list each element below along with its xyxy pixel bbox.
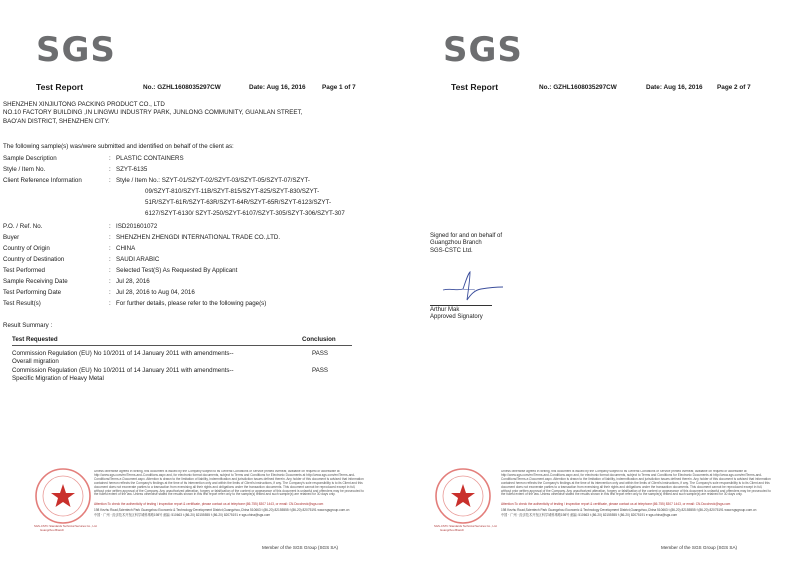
terms-fine-print: Unless otherwise agreed in writing, this document is issued by the Company subject to its General Conditions of Service printed overleaf, available on request or accessible at http://www.sgs.com/en/Terms-and-Conditions.aspx and, for electronic format documents, subject to Terms and Conditions for Electronic Documents at http://www.sgs.com/en/Terms-and-Conditions/Terms-e-Document.aspx. Attention is drawn to the limitation of liability, indemnification and jurisdiction issues defined therein. Any holder of this document is advised that information contained hereon reflects the Company's findings at the time of its intervention only and within the limits of Client's instructions, if any. The Company's sole responsibility is to its Client and this document does not exonerate parties to a transaction from exercising all their rights and obligations under the transaction documents. This document cannot be reproduced except in full, without prior written approval of the Company. Any unauthorized alteration, forgery or falsification of the content or appearance of this document is unlawful and offenders may be prosecuted to the fullest extent of the law. Unless otherwise stated the results shown in this test report refer only to the sample(s) tested and such sample(s) are retained for 30 days only.	[94, 470, 364, 497]
field-value: Style / Item No.: SZYT-01/SZYT-02/SZYT-03/SZYT-05/SZYT-07/SZYT-	[116, 177, 310, 184]
field-value: CHINA	[116, 245, 136, 252]
report-title: Test Report	[451, 82, 499, 92]
field-label: Client Reference Information	[3, 177, 82, 184]
field-separator: :	[109, 300, 111, 307]
result-row	[12, 350, 234, 366]
field-separator: :	[109, 289, 111, 296]
page-number: Page 2 of 7	[717, 84, 751, 91]
field-label: Country of Origin	[3, 245, 50, 252]
seal-caption: SGS-CSTC Standards Technical Services Co., Ltd.	[434, 524, 498, 528]
client-ref-continuation: 6127/SZYT-6130/ SZYT-250/SZYT-6107/SZYT-305/SZYT-306/SZYT-307	[145, 210, 345, 217]
field-label: Sample Description	[3, 155, 57, 162]
report-date: Date: Aug 16, 2016	[646, 84, 703, 91]
field-label: Test Result(s)	[3, 300, 41, 307]
field-separator: :	[109, 155, 111, 162]
result-test: Commission Regulation (EU) No 10/2011 of 14 January 2011 with amendments--	[12, 350, 234, 357]
field-value: For further details, please refer to the following page(s)	[116, 300, 267, 307]
field-value: ISD201601072	[116, 223, 158, 230]
signed-on-behalf: Signed for and on behalf of	[430, 233, 503, 239]
report-date: Date: Aug 16, 2016	[249, 84, 306, 91]
field-separator: :	[109, 166, 111, 173]
address-chinese: 中国 · 广州 · 经济技术开发区科学城科珠路198号 邮编: 510663 t (86-20) 82155555 f (86-20) 82075191 e sgs.china@sgs.com	[94, 513, 271, 517]
field-label: P.O. / Ref. No.	[3, 223, 43, 230]
result-conclusion: PASS	[312, 350, 329, 357]
field-label: Test Performing Date	[3, 289, 62, 296]
field-separator: :	[109, 234, 111, 241]
signatory-title: Approved Signatory	[430, 314, 483, 321]
client-ref-continuation: 51R/SZYT-61R/SZYT-63R/SZYT-64R/SZYT-65R/SZYT-6123/SZYT-	[145, 199, 332, 206]
authenticity-note: Attention:To check the authenticity of testing / inspection report & certificate, please contact us at telephone:(86-755) 8307 1443, or email: CN.Doccheck@sgs.com	[94, 502, 324, 506]
result-test: Commission Regulation (EU) No 10/2011 of 14 January 2011 with amendments--	[12, 367, 234, 374]
terms-fine-print: Unless otherwise agreed in writing, this document is issued by the Company subject to its General Conditions of Service printed overleaf, available on request or accessible at http://www.sgs.com/en/Terms-and-Conditions.aspx and, for electronic format documents, subject to Terms and Conditions for Electronic Documents at http://www.sgs.com/en/Terms-and-Conditions/Terms-e-Document.aspx. Attention is drawn to the limitation of liability, indemnification and jurisdiction issues defined therein. Any holder of this document is advised that information contained hereon reflects the Company's findings at the time of its intervention only and within the limits of Client's instructions, if any. The Company's sole responsibility is to its Client and this document does not exonerate parties to a transaction from exercising all their rights and obligations under the transaction documents. This document cannot be reproduced except in full, without prior written approval of the Company. Any unauthorized alteration, forgery or falsification of the content or appearance of this document is unlawful and offenders may be prosecuted to the fullest extent of the law. Unless otherwise stated the results shown in this test report refer only to the sample(s) tested and such sample(s) are retained for 30 days only.	[501, 470, 771, 497]
member-of-sgs: Member of the SGS Group (SGS SA)	[661, 545, 738, 550]
signatory-info	[430, 307, 483, 322]
seal-text: Guangzhou Branch	[440, 528, 465, 532]
field-value: Jul 28, 2016 to Aug 04, 2016	[116, 289, 195, 296]
field-label: Style / Item No.	[3, 166, 46, 173]
field-label: Test Performed	[3, 267, 45, 274]
report-title: Test Report	[36, 82, 84, 92]
result-summary-label: Result Summary :	[3, 322, 53, 329]
result-conclusion: PASS	[312, 367, 329, 374]
results-divider	[12, 345, 352, 346]
sgs-logo: SGS	[36, 30, 116, 70]
field-separator: :	[109, 177, 111, 184]
result-test-detail: Overall migration	[12, 358, 59, 365]
company-seal-icon	[33, 466, 93, 526]
company-seal-icon	[433, 466, 493, 526]
page-number: Page 1 of 7	[322, 84, 356, 91]
handwritten-signature-icon	[437, 268, 507, 302]
address-english: 198 Kezhu Road,Scientech Park Guangzhou Economic & Technology Development District,Guangzhou,China 510663 t (86-20) 82155555 f (86-20) 82075191 www.sgsgroup.com.cn	[501, 508, 757, 512]
applicant-line-2: NO.10 FACTORY BUILDING ,IN LINGWU INDUSTRY PARK, JUNLONG COMMUNITY, GUANLAN STREET,	[3, 109, 303, 117]
field-value: SAUDI ARABIC	[116, 256, 160, 263]
applicant-line-3: BAO'AN DISTRICT, SHENZHEN CITY.	[3, 117, 110, 125]
applicant-address	[3, 101, 302, 126]
field-label: Sample Receiving Date	[3, 278, 68, 285]
field-value: SHENZHEN ZHENGDI INTERNATIONAL TRADE CO.,LTD.	[116, 234, 281, 241]
signer-branch: Guangzhou Branch	[430, 240, 482, 247]
authenticity-note: Attention:To check the authenticity of testing / inspection report & certificate, please contact us at telephone:(86-755) 8307 1443, or email: CN.Doccheck@sgs.com	[501, 502, 731, 506]
field-value: PLASTIC CONTAINERS	[116, 155, 184, 162]
signatory-name: Arthur Mak	[430, 307, 460, 313]
result-test-detail: Specific Migration of Heavy Metal	[12, 375, 104, 382]
field-label: Buyer	[3, 234, 20, 241]
signature-block	[430, 233, 502, 255]
address-english: 198 Kezhu Road,Scientech Park Guangzhou Economic & Technology Development District,Guangzhou,China 510663 t (86-20) 82155555 f (86-20) 82075191 www.sgsgroup.com.cn	[94, 508, 350, 512]
field-value: Jul 28, 2016	[116, 278, 150, 285]
address-chinese: 中国 · 广州 · 经济技术开发区科学城科珠路198号 邮编: 510663 t (86-20) 82155555 f (86-20) 82075191 e sgs.china@sgs.com	[501, 513, 678, 517]
field-separator: :	[109, 256, 111, 263]
applicant-line-1: SHENZHEN XINJIUTONG PACKING PRODUCT CO., LTD	[3, 101, 165, 108]
sgs-logo: SGS	[443, 30, 523, 70]
intro-text: The following sample(s) was/were submitted and identified on behalf of the client as:	[3, 143, 234, 150]
result-row	[12, 367, 234, 383]
member-of-sgs: Member of the SGS Group (SGS SA)	[262, 545, 339, 550]
field-label: Country of Destination	[3, 256, 65, 263]
results-header-test: Test Requested	[12, 336, 58, 343]
field-value: Selected Test(S) As Requested By Applicant	[116, 267, 238, 274]
report-number: No.: GZHL1608035297CW	[143, 84, 221, 91]
signer-company: SGS-CSTC Ltd.	[430, 247, 473, 254]
client-ref-continuation: 09/SZYT-810/SZYT-11B/SZYT-815/SZYT-825/SZYT-830/SZYT-	[145, 188, 320, 195]
seal-caption: SGS-CSTC Standards Technical Services Co., Ltd.	[34, 524, 98, 528]
report-page-2	[397, 0, 794, 575]
field-separator: :	[109, 267, 111, 274]
field-separator: :	[109, 278, 111, 285]
report-number: No.: GZHL1608035297CW	[539, 84, 617, 91]
signature-line	[430, 305, 492, 306]
results-header-conclusion: Conclusion	[302, 336, 336, 343]
field-separator: :	[109, 245, 111, 252]
field-separator: :	[109, 223, 111, 230]
seal-text: Guangzhou Branch	[40, 528, 65, 532]
field-value: SZYT-6135	[116, 166, 148, 173]
